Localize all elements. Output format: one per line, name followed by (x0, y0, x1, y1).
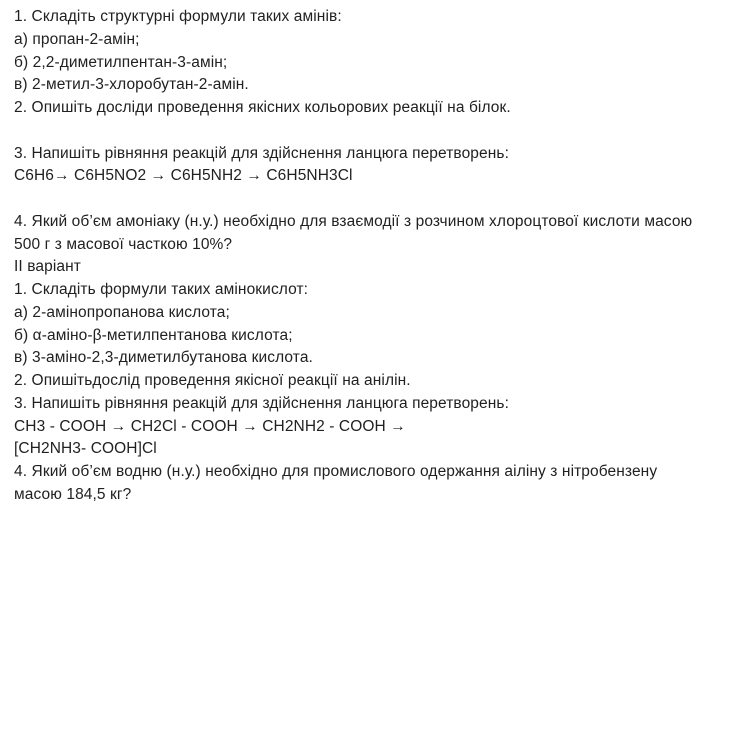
text-line: а) пропан-2-амін; (14, 30, 140, 48)
text-line: [CH2NH3- COOH]Cl (14, 440, 157, 458)
blank-line (14, 120, 746, 143)
text-line: 1. Складіть формули таких амінокислот: (14, 281, 309, 298)
text-line: 2. Опишіть досліди проведення якісних кольорових реакції на білок. (14, 99, 511, 116)
text-line: 3. Напишіть рівняння реакцій для здійснення ланцюга перетворень: (14, 394, 509, 412)
text-line: масою 184,5 кг? (14, 485, 132, 503)
text-line: 2. Опишітьдослід проведення якісної реакції на анілін. (14, 372, 411, 389)
text-line: в) 2-метил-3-хлоробутан-2-амін. (14, 76, 249, 94)
text-line: а) 2-амінопропанова кислота; (14, 303, 230, 321)
text-line: 1. Складіть структурні формули таких амінів: (14, 8, 342, 25)
text-line: 4. Який об’єм амоніаку (н.у.) необхідно для взаємодії з розчином хлороцтової кислоти масою (14, 212, 693, 230)
text-line: C6H6→ C6H5NO2 → C6H5NH2 → C6H5NH3Cl (14, 167, 353, 185)
text-line: в) 3-аміно-2,3-диметилбутанова кислота. (14, 349, 313, 367)
text-line: CH3 - COOH → CH2Cl - COOH → CH2NH2 - COOH → (14, 417, 406, 435)
text-line: б) α-аміно-β-метилпентанова кислота; (14, 326, 293, 344)
text-line: 500 г з масової часткою 10%? (14, 235, 233, 253)
text-line: 4. Який об’єм водню (н.у.) необхідно для промислового одержання аіліну з нітробензену (14, 463, 658, 480)
text-line: б) 2,2-диметилпентан-3-амін; (14, 53, 228, 71)
text-line: ІІ варіант (14, 258, 81, 276)
blank-line (14, 188, 746, 211)
text-line: 3. Напишіть рівняння реакцій для здійснення ланцюга перетворень: (14, 144, 509, 162)
